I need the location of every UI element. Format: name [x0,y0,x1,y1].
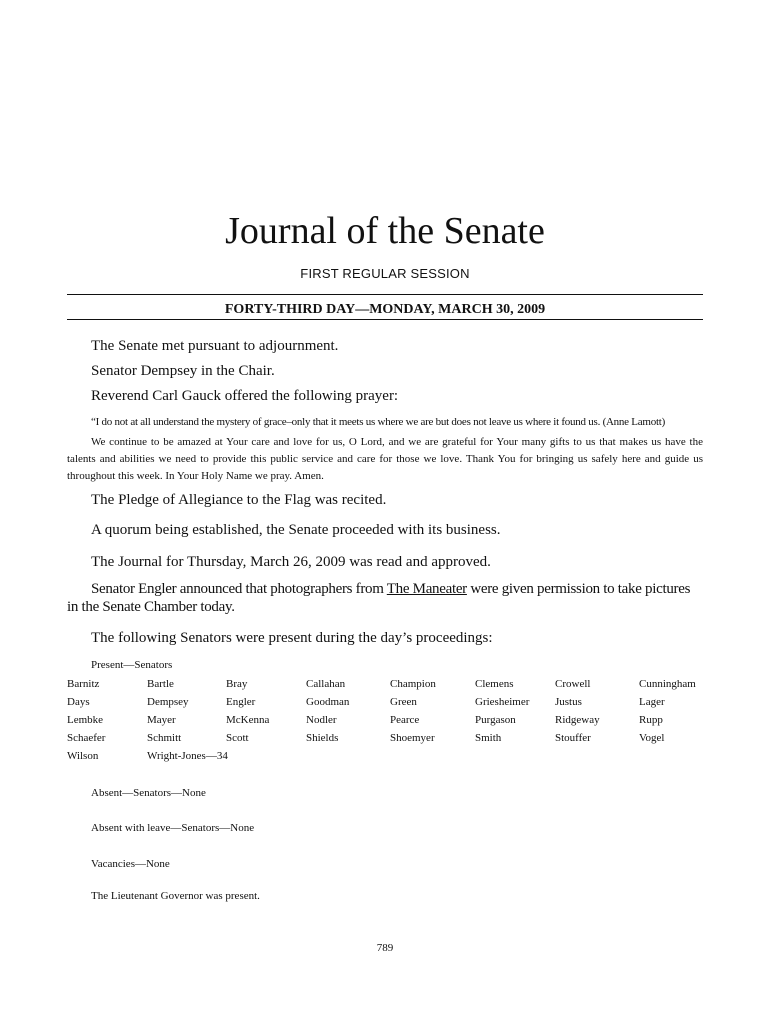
photographers-text-start: Senator Engler announced that photographers from [91,581,387,597]
senator-name: Shoemyer [390,732,435,744]
senator-name: Wright-Jones—34 [147,750,228,762]
prayer-body: We continue to be amazed at Your care and love for us, O Lord, and we are grateful for Your many gifts to us that makes us have the talents and abilities we need to provide this public service and care for those we love. Thank You for bringing us safely here and guide us throughout this week. In Your Holy Name we pray. Amen. [67,436,703,482]
quorum-paragraph: A quorum being established, the Senate proceeded with its business. [91,522,501,538]
prayer-quote: “I do not at all understand the mystery of grace–only that it meets us where we are but does not leave us where it found us. (Anne Lamott) [91,416,665,428]
senator-name: Clemens [475,678,514,690]
lieutenant-governor-line: The Lieutenant Governor was present. [91,890,260,902]
photographers-paragraph [67,580,703,616]
newspaper-name: The Maneater [386,581,467,597]
senator-name: Pearce [390,714,420,726]
senator-name: Justus [555,696,582,708]
senator-name: Nodler [306,714,337,726]
senator-name: Dempsey [147,696,189,708]
senator-name: Lembke [67,714,104,726]
senator-name: Griesheimer [475,696,530,708]
senator-name: Smith [475,732,502,744]
senator-name: Lager [639,696,665,708]
senator-name: McKenna [226,714,270,726]
top-rule [67,294,703,295]
senator-name: Schmitt [147,732,182,744]
absent-with-leave-line: Absent with leave—Senators—None [91,822,255,834]
senator-name: Ridgeway [555,714,600,726]
senator-name: Wilson [67,750,99,762]
journal-title: Journal of the Senate [225,210,545,252]
senator-name: Purgason [475,714,516,726]
senator-name: Scott [226,732,249,744]
present-heading: Present—Senators [91,659,173,671]
adjournment-paragraph: The Senate met pursuant to adjournment. [91,338,339,354]
vacancies-line: Vacancies—None [91,858,170,870]
senator-name: Callahan [306,678,346,690]
photographers-text-end: were given permission to take pictures in the Senate Chamber today. [67,581,691,615]
senator-name: Bray [226,678,248,690]
senator-name: Mayer [147,714,176,726]
senator-name: Champion [390,678,436,690]
page-number: 789 [376,942,394,954]
senator-name: Bartle [147,678,174,690]
senator-name: Stouffer [555,732,591,744]
journal-approval-paragraph: The Journal for Thursday, March 26, 2009 was read and approved. [91,554,491,570]
senator-name: Goodman [306,696,350,708]
session-label: FIRST REGULAR SESSION [300,266,470,281]
senator-name: Schaefer [67,732,106,744]
senator-name: Vogel [639,732,665,744]
senator-name: Shields [306,732,339,744]
senator-name: Cunningham [639,678,696,690]
prayer-intro: Reverend Carl Gauck offered the following prayer: [91,388,399,404]
senator-name: Rupp [639,714,663,726]
chair-paragraph: Senator Dempsey in the Chair. [91,363,275,379]
pledge-paragraph: The Pledge of Allegiance to the Flag was recited. [91,492,387,508]
senator-name: Green [390,696,417,708]
senator-name: Engler [226,696,256,708]
senator-name: Barnitz [67,678,100,690]
senator-name: Crowell [555,678,591,690]
senator-name: Days [67,696,90,708]
bottom-rule [67,319,703,320]
day-heading: FORTY-THIRD DAY—MONDAY, MARCH 30, 2009 [224,302,546,317]
present-intro-paragraph: The following Senators were present during the day’s proceedings: [91,630,493,646]
absent-line: Absent—Senators—None [91,787,206,799]
